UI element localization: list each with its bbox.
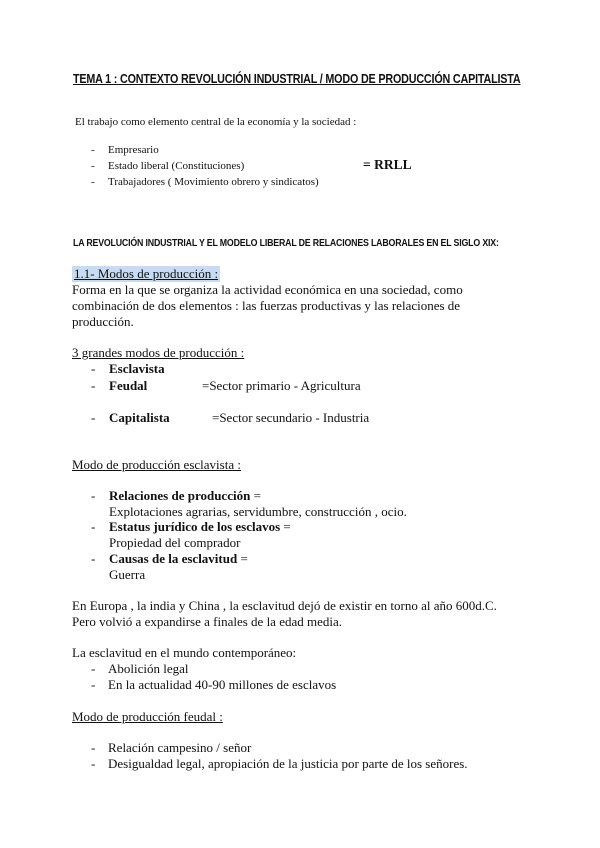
- esclavista-item: [91, 519, 291, 535]
- dash-bullet: -: [91, 378, 96, 393]
- page-title: TEMA 1 : CONTEXTO REVOLUCIÓN INDUSTRIAL / MODO DE PRODUCCIÓN CAPITALISTA: [73, 72, 521, 86]
- item-detail: Propiedad del comprador: [109, 535, 241, 550]
- dash-bullet: -: [91, 361, 96, 376]
- contemporary-heading: La esclavitud en el mundo contemporáneo:: [72, 645, 297, 660]
- item-label: Estatus jurídico de los esclavos: [109, 519, 281, 534]
- esclavista-heading: Modo de producción esclavista :: [72, 457, 241, 472]
- list-item: [91, 144, 159, 156]
- list-item: [91, 176, 319, 188]
- item-suffix: =: [237, 551, 248, 566]
- list-item-text: Estado liberal (Constituciones): [108, 160, 245, 172]
- paragraph-line: producción.: [72, 314, 134, 329]
- esclavista-item: [91, 551, 248, 567]
- list-item-text: Abolición legal: [108, 661, 189, 676]
- mode-name: Feudal: [109, 378, 148, 393]
- paragraph-line: combinación de dos elementos : las fuerzas productivas y las relaciones de: [72, 298, 461, 313]
- item-label: Relaciones de producción: [109, 488, 251, 503]
- dash-bullet: -: [91, 756, 96, 771]
- mode-item: [91, 378, 147, 394]
- item-suffix: =: [250, 488, 261, 503]
- list-item: [91, 740, 251, 756]
- esclavista-item: [91, 488, 261, 504]
- dash-bullet: -: [91, 661, 96, 676]
- paragraph-line: Pero volvió a expandirse a finales de la edad media.: [72, 614, 343, 629]
- list-item-text: En la actualidad 40-90 millones de esclavos: [108, 677, 337, 692]
- mode-desc: =Sector primario - Agricultura: [202, 378, 361, 393]
- dash-bullet: -: [91, 551, 96, 566]
- list-item-text: Trabajadores ( Movimiento obrero y sindicatos): [108, 176, 319, 188]
- dash-bullet: -: [91, 176, 95, 188]
- item-detail: Guerra: [109, 567, 146, 582]
- paragraph-line: En Europa , la india y China , la esclavitud dejó de existir en torno al año 600d.C.: [72, 598, 497, 613]
- list-item-text: Relación campesino / señor: [108, 740, 252, 755]
- list-item: [91, 756, 468, 772]
- rrll-label: = RRLL: [363, 157, 412, 172]
- list-item: [91, 160, 244, 172]
- paragraph-line: Forma en la que se organiza la actividad económica en una sociedad, como: [72, 282, 463, 297]
- item-label: Causas de la esclavitud: [109, 551, 238, 566]
- intro-text: El trabajo como elemento central de la economía y la sociedad :: [75, 116, 357, 128]
- mode-name: Esclavista: [109, 361, 165, 376]
- list-item-text: Desigualdad legal, apropiación de la justicia por parte de los señores.: [108, 756, 468, 771]
- dash-bullet: -: [91, 740, 96, 755]
- modes-heading: 3 grandes modos de producción :: [72, 345, 245, 360]
- item-suffix: =: [280, 519, 291, 534]
- section-heading: 1.1- Modos de producción :: [74, 266, 219, 281]
- dash-bullet: -: [91, 144, 95, 156]
- mode-desc: =Sector secundario - Industria: [212, 410, 370, 425]
- list-item: [91, 661, 189, 677]
- mode-name: Capitalista: [109, 410, 170, 425]
- mode-item: [91, 361, 165, 377]
- dash-bullet: -: [91, 160, 95, 172]
- feudal-heading: Modo de producción feudal :: [72, 709, 223, 724]
- list-item: [91, 677, 336, 693]
- dash-bullet: -: [91, 410, 96, 425]
- mode-item: [91, 410, 170, 426]
- list-item-text: Empresario: [108, 144, 159, 156]
- section-subheading: LA REVOLUCIÓN INDUSTRIAL Y EL MODELO LIBERAL DE RELACIONES LABORALES EN EL SIGLO XIX:: [73, 238, 499, 249]
- item-detail: Explotaciones agrarias, servidumbre, construcción , ocio.: [109, 504, 407, 519]
- dash-bullet: -: [91, 677, 96, 692]
- dash-bullet: -: [91, 519, 96, 534]
- dash-bullet: -: [91, 488, 96, 503]
